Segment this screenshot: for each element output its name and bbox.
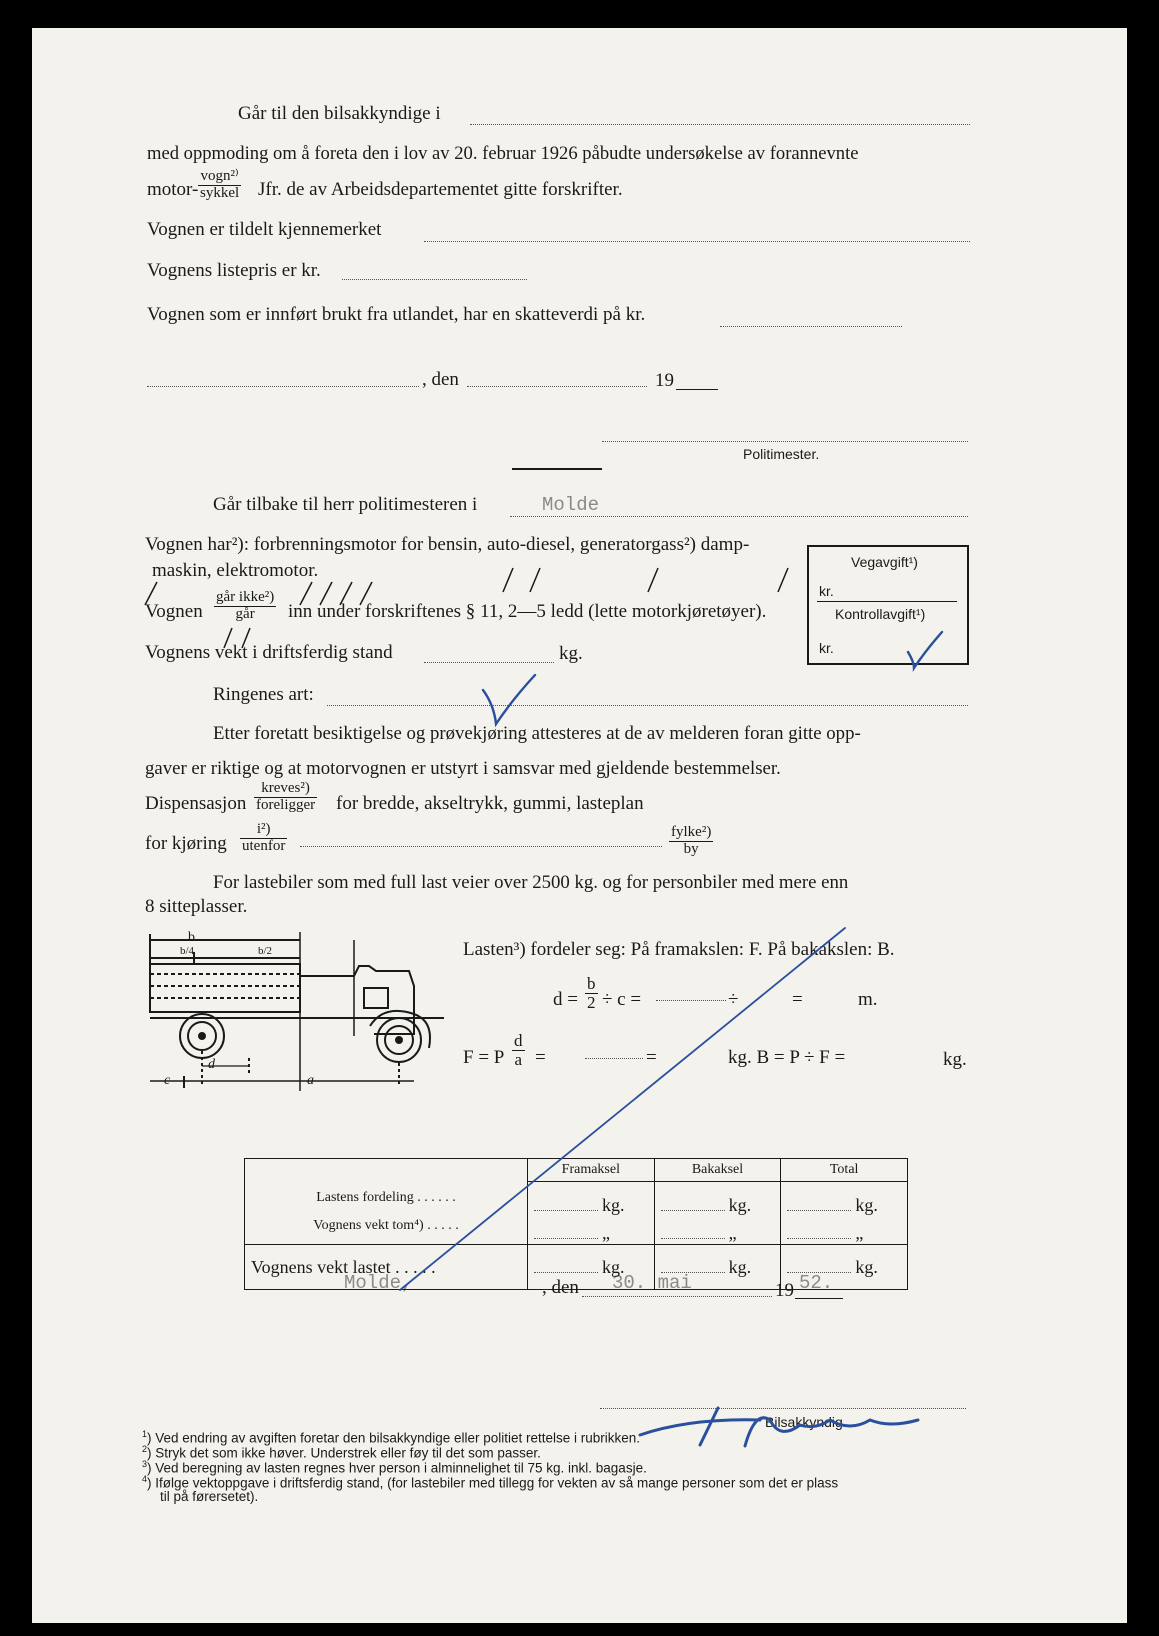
diagram-label-b: b [188, 930, 195, 945]
b-kg-unit: kg. [943, 1049, 967, 1070]
check-mark-fee [908, 632, 942, 668]
trucks-line-1: For lastebiler som med full last veier over 2500 kg. og for personbiler med mere enn [213, 872, 849, 893]
equals-sign: = [792, 989, 803, 1010]
vognen-label: Vognen [145, 601, 203, 622]
police-place-value: Molde [542, 494, 600, 516]
police-chief-label: Politimester. [743, 446, 820, 462]
f-eq-sign-2: = [646, 1047, 657, 1068]
plate-label: Vognen er tildelt kjennemerket [147, 219, 382, 240]
row-loaded-label: Vognens vekt lastet . . . . . [245, 1245, 528, 1290]
d-equals: d = [553, 989, 578, 1010]
empty-rear-cell[interactable]: „ [654, 1216, 781, 1245]
diagram-label-b2: b/2 [258, 945, 273, 957]
loaded-front-cell[interactable]: kg. [528, 1245, 655, 1290]
import-label: Vognen som er innført brukt fra utlandet, har en skatteverdi på kr. [147, 304, 646, 325]
header-rear-axle: Bakaksel [654, 1159, 781, 1182]
empty-total-cell[interactable]: „ [781, 1216, 908, 1245]
footnote-1: $^1$) Ved endring av avgiften foretar den bilsakkyndige eller politiet rettelse i rubrikken. [142, 1429, 641, 1446]
attest-line-2: gaver er riktige og at motorvognen er utstyrt i samsvar med gjeldende bestemmelser. [145, 758, 781, 779]
request-line: med oppmoding om å foreta den i lov av 20. februar 1926 påbudte undersøkelse av forannevnte [147, 143, 859, 164]
vehicle-fraction: vogn²⁾ sykkel [200, 168, 240, 201]
weight-unit: kg. [559, 643, 583, 664]
empty-front-cell[interactable]: „ [528, 1216, 655, 1245]
signature-place: Molde, [344, 1272, 413, 1294]
signature-scribble [640, 1408, 918, 1446]
row-empty-label: Vognens vekt tom⁴) . . . . . [313, 1218, 459, 1233]
expert-title: Bilsakkyndig. [765, 1414, 847, 1430]
tyres-label: Ringenes art: [213, 684, 314, 705]
loaded-rear-cell[interactable]: kg. [654, 1245, 781, 1290]
b-over-2-fraction: $\frac{b}{2}$ [587, 974, 596, 1012]
footnote-3: $^3$) Ved beregning av lasten regnes hver person i alminnelighet til 75 kg. inkl. bagasje. [142, 1459, 647, 1476]
road-tax-kr: kr. [819, 583, 834, 599]
falls-under-fraction: går ikke²) går [216, 589, 275, 622]
weight-label: Vognens vekt i driftsferdig stand [145, 642, 393, 663]
dispensation-text: for bredde, akseltrykk, gummi, lasteplan [336, 793, 644, 814]
minus-c-equals: ÷ c = [602, 989, 642, 1010]
header-total: Total [781, 1159, 908, 1182]
road-tax-label: Vegavgift¹) [851, 554, 918, 570]
row-load-label: Lastens fordeling . . . . . . [316, 1190, 456, 1205]
signature-date: 30. mai [612, 1272, 692, 1294]
control-fee-label: Kontrollavgift¹) [835, 606, 926, 622]
control-fee-kr: kr. [819, 640, 834, 656]
engine-line-1: Vognen har²): forbrenningsmotor for bensin, auto-diesel, generatorgass²) damp- [145, 534, 750, 555]
loaded-total-cell[interactable]: kg. [781, 1245, 908, 1290]
signature-den: , den [542, 1277, 579, 1298]
attest-line-1: Etter foretatt besiktigelse og prøvekjøring attesteres at de av melderen foran gitte opp- [213, 723, 861, 744]
diagram-label-b4: b/4 [180, 945, 195, 957]
diagram-label-a: a [307, 1073, 314, 1088]
f-eq-sign: = [535, 1047, 546, 1068]
falls-under-text: inn under forskriftenes § 11, 2—5 ledd (lette motorkjøretøyer). [288, 601, 767, 622]
check-mark-weight [483, 675, 535, 724]
engine-line-2: maskin, elektromotor. [152, 560, 319, 581]
header-front-axle: Framaksel [528, 1159, 655, 1182]
load-distribution-text: Lasten³) fordeler seg: På framakslen: F. På bakakslen: B. [463, 939, 895, 960]
motor-prefix: motor- [147, 179, 199, 200]
signature-year: 52. [799, 1272, 834, 1294]
footnote-4-cont: til på førersetet). [160, 1489, 259, 1504]
signature-year-prefix: 19 [775, 1280, 794, 1301]
county-fraction: fylke²) by [671, 824, 712, 857]
load-total-cell[interactable]: kg. [781, 1182, 908, 1217]
load-rear-cell[interactable]: kg. [654, 1182, 781, 1217]
divide-sign: ÷ [728, 989, 739, 1010]
driving-label: for kjøring [145, 833, 227, 854]
d-over-a-fraction: $\frac{d}{a}$ [514, 1031, 523, 1069]
year-prefix-top: 19 [655, 370, 674, 391]
b-formula: kg. B = P ÷ F = [728, 1047, 846, 1068]
strike-mark [503, 568, 513, 592]
diagram-label-d: d [208, 1057, 215, 1072]
driving-fraction: i²) utenfor [242, 821, 286, 854]
f-equals-p: F = P [463, 1047, 505, 1068]
footnote-2: $^2$) Stryk det som ikke høver. Understrek eller føy til det som passer. [142, 1444, 541, 1461]
dispensation-label: Dispensasjon [145, 793, 247, 814]
trucks-line-2: 8 sitteplasser. [145, 896, 248, 917]
diagram-label-c: c [164, 1073, 171, 1088]
load-front-cell[interactable]: kg. [528, 1182, 655, 1217]
diagonal-line [400, 928, 845, 1290]
list-price-label: Vognens listepris er kr. [147, 260, 321, 281]
date-den-label: , den [422, 369, 459, 390]
goes-to-expert-label: Går til den bilsakkyndige i [238, 103, 441, 124]
regulations-text: Jfr. de av Arbeidsdepartementet gitte forskrifter. [258, 179, 623, 200]
footnote-4: $^4$) Ifølge vektoppgave i driftsferdig stand, (for lastebiler med tillegg for vekten av så mange personer som det er plass [142, 1474, 839, 1491]
metre-unit: m. [858, 989, 878, 1010]
dispensation-fraction: kreves²) foreligger [256, 780, 316, 813]
back-to-police-label: Går tilbake til herr politimesteren i [213, 494, 478, 515]
